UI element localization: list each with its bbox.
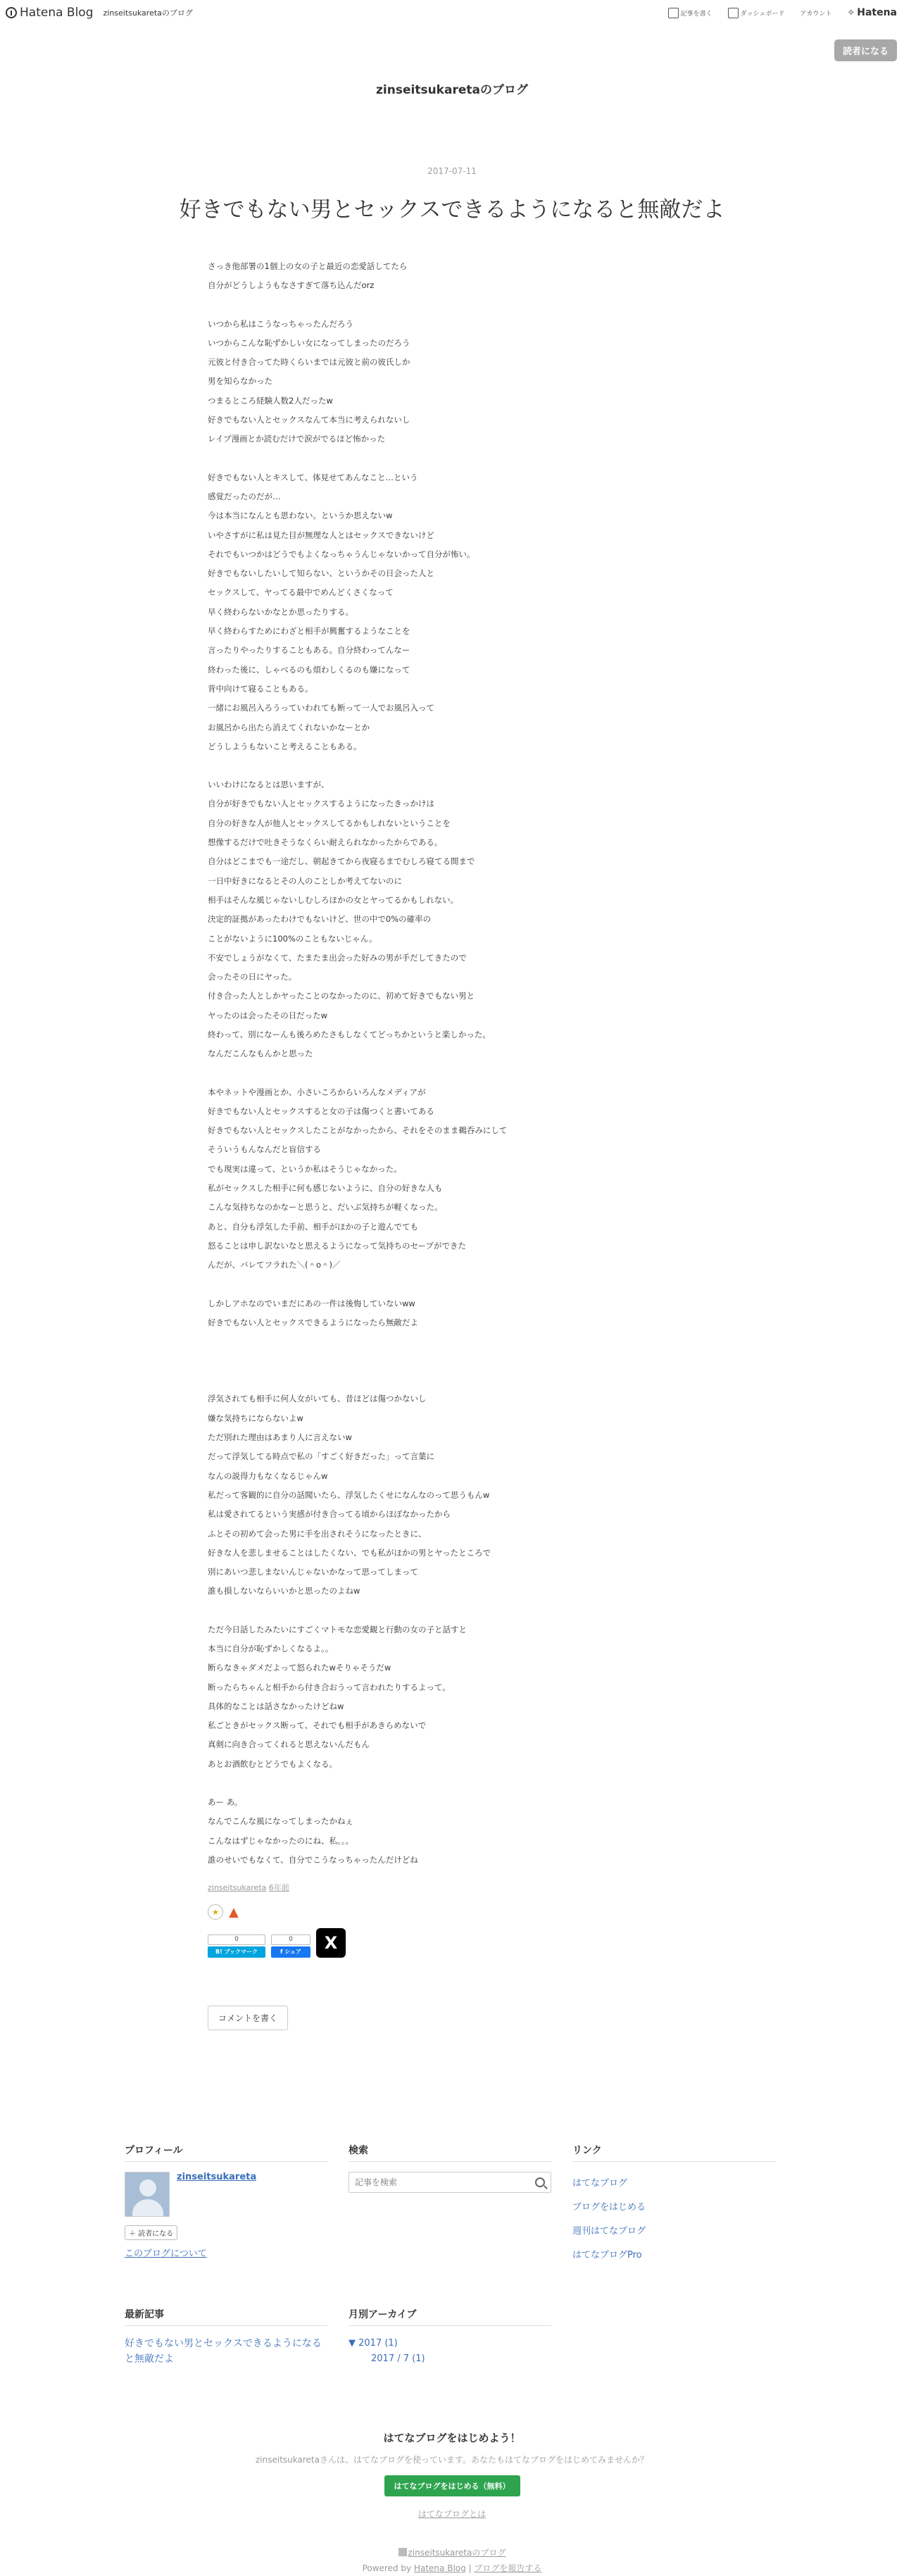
powered-by-line: Powered by Hatena Blog | ブログを報告する (362, 2563, 542, 2574)
entry-line: こんなはずじゃなかったのにね、私。。。 (208, 1835, 353, 1846)
profile-row (125, 2172, 327, 2217)
entry-line: こんな気持ちなのかなーと思うと、だいぶ気持ちが軽くなった。 (208, 1202, 443, 1213)
write-entry-label: 記事を書く (680, 10, 712, 18)
entry-line: 男を知らなかった (208, 376, 272, 387)
link-list (572, 2172, 775, 2268)
entry-line: 好きでもない人とセックスできるようになったら無敵だよ (208, 1317, 418, 1327)
entry-line: ヤったのは会ったその日だったw (208, 1010, 328, 1020)
entry-line: 自分が好きでもない人とセックスするようになったきっかけは (208, 799, 434, 809)
entry-paragraph (208, 1793, 712, 1870)
entry-line: 浮気されても相手に何人女がいても、昔ほどは傷つかないし (208, 1394, 427, 1404)
powered-by-link[interactable]: Hatena Blog (413, 2563, 466, 2574)
footer-blog-line (0, 2545, 904, 2561)
entry-line: 一緒にお風呂入ろうっていわれても断って一人でお風呂入って (208, 703, 434, 713)
account-label: アカウント (800, 10, 832, 18)
facebook-button[interactable]: f シェア (271, 1946, 310, 1958)
start-blog-button[interactable]: はてなブログをはじめる（無料） (384, 2475, 520, 2496)
entry-line: いやさすがに私は見た目が無理な人とはセックスできないけど (208, 530, 434, 540)
hatebu-count: 0 (208, 1934, 265, 1945)
x-share-icon[interactable]: X (316, 1928, 346, 1958)
recent-title: 最新記事 (125, 2307, 327, 2326)
entry-line: 好きな人を悲しませることはしたくない、でも私がほかの男とヤったところで (208, 1547, 491, 1558)
entry-paragraph (208, 257, 712, 296)
color-star-icon[interactable]: ▲ (229, 1904, 239, 1920)
entry-footer (163, 1882, 741, 2030)
entry-line: 自分はどこまでも一途だし、朝起きてから夜寝るまでむしろ寝てる間まで (208, 856, 475, 867)
subscribe-button[interactable]: 読者になる (834, 39, 897, 61)
account-link[interactable] (800, 8, 831, 18)
entry-paragraph (208, 775, 712, 1063)
entry-line: なんの説得力もなくなるじゃんw (208, 1470, 328, 1481)
entry-paragraph (208, 1389, 712, 1601)
entry-line: しかしアホなのでいまだにあの一件は後悔していないww (208, 1298, 415, 1308)
logo-text: Hatena Blog (20, 6, 94, 20)
archive-month-link[interactable]: 2017 / 7 (1) (371, 2353, 425, 2365)
dashboard-icon (728, 8, 739, 18)
entry-line: 感覚だったのだが… (208, 491, 281, 501)
entry-line: そういうもんなんだと盲信する (208, 1144, 321, 1155)
archive-year-link[interactable]: ▼ 2017 (1) (349, 2338, 398, 2349)
entry-line: 背中向けて寝ることもある。 (208, 683, 313, 694)
entry-line: 具体的なことは話さなかったけどねw (208, 1701, 344, 1711)
entry-line: 一日中好きになるとその人のことしか考えてないのに (208, 875, 402, 886)
entry-line: 断ったらちゃんと相手から付き合おうって言われたりするよって。 (208, 1682, 451, 1692)
entry-line: それでもいつかはどうでもよくなっちゃうんじゃないかって自分が怖い。 (208, 549, 475, 559)
entry-line: 私だって客観的に自分の話聞いたら、浮気したくせになんなのって思うもんw (208, 1489, 490, 1500)
hatena-link[interactable] (847, 7, 897, 18)
entry-line: あと、自分も浮気した手前、相手がほかの子と遊んでても (208, 1221, 418, 1232)
entry-line: 本当に自分が恥ずかしくなるよ。。 (208, 1644, 334, 1653)
entry-line: さっき他部署の1個上の女の子と最近の恋愛話してたら (208, 261, 408, 271)
entry-line: ただ今日話したみたいにすごくマトモな恋愛観と行動の女の子と話すと (208, 1624, 467, 1634)
entry-line: 終わって、別になーんも後ろめたさもしなくてどっちかというと楽しかった。 (208, 1029, 491, 1039)
entry-line: なんだこんなもんかと思った (208, 1049, 313, 1059)
entry-line: 言ったりやったりすることもある。自分終わってんなー (208, 645, 410, 656)
archive-title: 月別アーカイブ (349, 2307, 551, 2326)
write-entry-link[interactable] (668, 8, 712, 18)
entry-line: 誰のせいでもなくて、自分でこうなっちゃったんだけどね (208, 1854, 418, 1865)
entry-line: どうしようもないこと考えることもある。 (208, 741, 362, 751)
entry-line: セックスして、ヤってる最中でめんどくさくなって (208, 587, 394, 598)
entry-line: 好きでもない人とセックスなんて本当に考えられないし (208, 415, 410, 425)
entry-line: ふとその初めて会った男に手を出されそうになったときに、 (208, 1528, 427, 1539)
entry-paragraph (208, 468, 712, 756)
entry-line: 早く終わらないかなとか思ったりする。 (208, 606, 353, 617)
search-box (349, 2172, 551, 2193)
entry-line: いつからこんな恥ずかしい女になってしまったのだろう (208, 337, 410, 348)
entry-line: 嫌な気持ちにならないよw (208, 1413, 303, 1423)
star-row (208, 1904, 741, 1920)
dashboard-link[interactable] (728, 8, 785, 18)
hatena-star-icon: ✧ (847, 7, 855, 18)
entry-line: あとお酒飲むとどうでもよくなる。 (208, 1758, 337, 1769)
entry-line: いつから私はこうなっちゃったんだろう (208, 318, 353, 329)
hatebu-button[interactable]: B! ブックマーク (208, 1946, 265, 1958)
profile-name-link[interactable]: zinseitsukareta (177, 2172, 257, 2183)
write-comment-button[interactable]: コメントを書く (208, 2006, 288, 2030)
entry-line: 私がセックスした相手に何も感じないように、自分の好きな人も (208, 1183, 443, 1194)
entry-line: 本やネットや漫画とか、小さいころからいろんなメディアが (208, 1087, 426, 1097)
entry-line: 元彼と付き合ってた時くらいまでは元彼と前の彼氏しか (208, 357, 410, 368)
entry-line: お風呂から出たら消えてくれないかなーとか (208, 722, 370, 732)
entry-line: あー あ。 (208, 1797, 243, 1808)
entry-line: つまるところ経験人数2人だったw (208, 395, 333, 406)
entry-date[interactable]: 2017-07-11 (427, 166, 477, 176)
links-module (572, 2143, 775, 2268)
about-blog-link[interactable]: このブログについて (125, 2249, 207, 2260)
entry-line: でも現実は違って、というか私はそうじゃなかった。 (208, 1163, 402, 1174)
entry-line: 好きでもない人とセックスしたことがなかったから、それをそのまま鵜呑みにして (208, 1125, 508, 1136)
entry-line (208, 1351, 712, 1370)
entry-line: 相手はそんな風じゃないしむしろほかの女とヤってるかもしれない。 (208, 894, 459, 905)
link-hatena-blog[interactable]: はてなブログ (572, 2178, 628, 2189)
powered-by-prefix: Powered by (362, 2563, 412, 2574)
entry-line: 断らなきゃダメだよって怒られたwそりゃそうだw (208, 1663, 391, 1673)
entry-line: いいわけになるとは思いますが、 (208, 780, 329, 790)
entry-line: 不安でしょうがなくて、たまたま出会った好みの男が手だしてきたので (208, 952, 467, 963)
author-line (208, 1882, 741, 1893)
start-blog-description: zinseitsukaretaさんは、はてなブログを使っています。あなたもはてなブログをはじめてみませんか？ (255, 2455, 649, 2465)
pencil-icon (668, 8, 679, 18)
entry-line: 会ったその日にヤった。 (208, 972, 297, 982)
entry-line: 付き合った人としかヤったことのなかったのに、初めて好きでもない男と (208, 991, 475, 1001)
blog-title[interactable]: zinseitsukaretaのブログ (376, 83, 528, 97)
add-star-icon[interactable]: ★ (208, 1904, 223, 1920)
footer-blog-link[interactable]: zinseitsukaretaのブログ (408, 2548, 506, 2558)
facebook-share[interactable] (271, 1934, 310, 1958)
share-row (208, 1928, 741, 1958)
entry-line: ことがないように100%のこともないじゃん。 (208, 933, 377, 944)
entry-line: 今は本当になんとも思わない。というか思えないw (208, 511, 393, 521)
avatar[interactable] (125, 2172, 170, 2217)
entry-line: 好きでもない人とキスして、体見せてあんなこと…という (208, 472, 418, 482)
hatena-blog-logo[interactable] (6, 6, 94, 20)
entry-line: 終わった後に、しゃべるのも煩わしくるのも嫌になって (208, 664, 410, 675)
entry-line: んだが、バレてフラれた＼(＾o＾)／ (208, 1260, 341, 1270)
entry-line: ただ別れた理由はあまり人に言えないw (208, 1432, 352, 1443)
recent-entries-module (125, 2307, 327, 2367)
follow-button[interactable]: ＋ 読者になる (125, 2225, 177, 2240)
search-icon[interactable] (535, 2177, 545, 2187)
entry-paragraph (208, 1294, 712, 1333)
dashboard-label: ダッシュボード (740, 10, 785, 18)
entry-line: 自分がどうしようもなさすぎて落ち込んだorz (208, 280, 375, 291)
links-title: リンク (572, 2143, 775, 2162)
hatebu-share[interactable] (208, 1934, 265, 1958)
author-link[interactable]: zinseitsukareta (208, 1883, 267, 1893)
hatena-label: Hatena (857, 7, 897, 18)
page-footer (0, 2430, 904, 2576)
link-weekly-hatena-blog[interactable]: 週刊はてなブログ (572, 2226, 646, 2237)
entry-line: 誰も損しないならいいかと思ったのよねw (208, 1586, 360, 1596)
entry-line: 私ごときがセックス断って、それでも相手があきらめないで (208, 1720, 427, 1731)
search-module (349, 2143, 551, 2268)
entry-line: 決定的証拠があったわけでもないけど、世の中で0%の確率の (208, 914, 432, 925)
global-header-left (6, 6, 193, 20)
entry-line: 真剣に向き合ってくれると思えないんだもん (208, 1739, 370, 1750)
entry-line: 自分の好きな人が他人とセックスしてるかもしれないということを (208, 818, 451, 828)
facebook-count: 0 (271, 1934, 310, 1945)
entry-line: だって浮気してる時点で私の「すごく好きだった」って言葉に (208, 1451, 434, 1462)
entry-paragraph (208, 1620, 712, 1774)
entry-line: 好きでもない人とセックスすると女の子は傷つくと書いてある (208, 1106, 434, 1116)
entry-line: 別にあいつ悲しまないんじゃないかなって思ってしまって (208, 1567, 418, 1577)
link-start-blog[interactable]: ブログをはじめる (572, 2202, 646, 2213)
profile-module (125, 2143, 327, 2268)
entry-line: 怒ることは申し訳ないなと思えるようになって気持ちのセーブができた (208, 1240, 466, 1251)
report-blog-link[interactable]: ブログを報告する (474, 2563, 542, 2574)
footer-credit (0, 2545, 904, 2576)
entry-line: 私は愛されてるという実感が付き合ってる頃からほぼなかったから (208, 1509, 451, 1520)
blog-icon (398, 2548, 407, 2556)
entry-paragraph (208, 1083, 712, 1275)
entry-paragraph (208, 315, 712, 449)
link-hatena-blog-pro[interactable]: はてなブログPro (572, 2250, 642, 2261)
what-is-hatena-blog-link[interactable]: はてなブログとは (418, 2509, 486, 2520)
global-header (0, 0, 904, 25)
archive-module (349, 2307, 551, 2367)
entry-line: なんでこんな風になってしまったかねぇ (208, 1816, 353, 1827)
search-title: 検索 (349, 2143, 551, 2162)
recent-entry-link[interactable]: 好きでもない男とセックスできるようになると無敵だよ (125, 2338, 322, 2365)
entry-line: 好きでもないしたいして知らない、というかその日会った人と (208, 568, 434, 579)
entry-line: レイプ漫画とか読むだけで涙がでるほど怖かった (208, 434, 386, 444)
sidebar-modules (125, 2143, 779, 2367)
entry-age-link[interactable]: 6年前 (268, 1883, 289, 1893)
entry-line: 想像するだけで吐きそうなくらい耐えられなかったからである。 (208, 837, 443, 848)
global-header-right (668, 7, 897, 18)
start-blog-title: はてなブログをはじめよう！ (383, 2432, 521, 2445)
profile-title: プロフィール (125, 2143, 327, 2162)
entry-line: 早く終わらすためにわざと相手が興奮するようなことを (208, 626, 410, 637)
search-input[interactable] (355, 2177, 517, 2187)
start-blog-section (0, 2430, 904, 2520)
entry-paragraph (208, 1351, 712, 1370)
empty-module (572, 2307, 775, 2367)
entry-title[interactable]: 好きでもない男とセックスできるようになると無敵だよ (179, 197, 725, 223)
hatena-blog-logo-icon (6, 7, 17, 18)
entry-body (163, 257, 741, 1870)
header-blog-name[interactable]: zinseitsukaretaのブログ (103, 8, 193, 18)
